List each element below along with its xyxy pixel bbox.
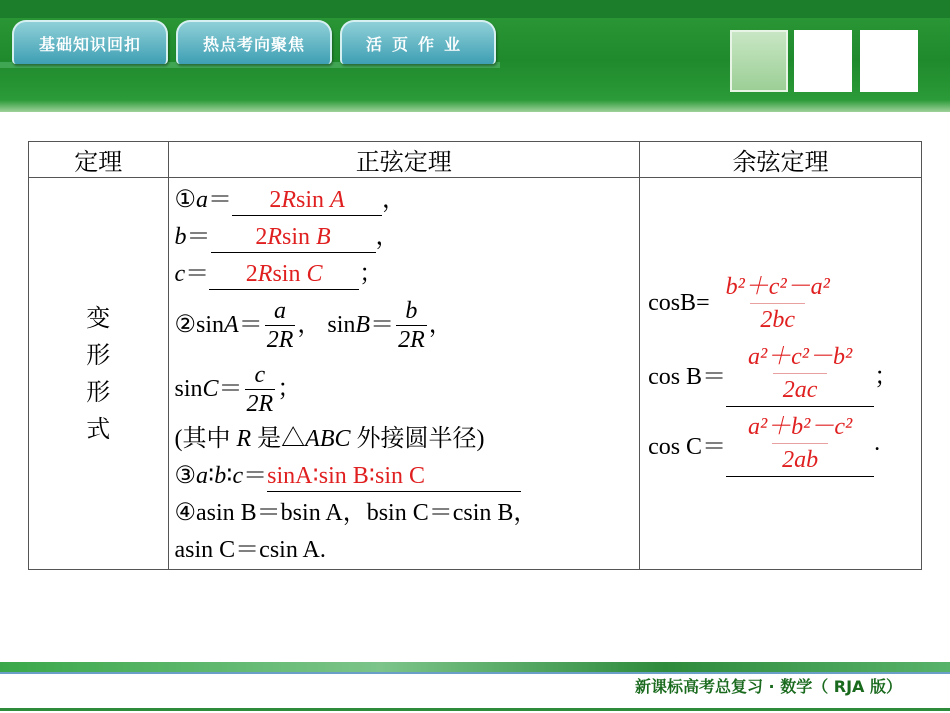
cosine-row-1 (648, 269, 917, 339)
answer-part: 2 (245, 261, 258, 287)
var: A (224, 311, 239, 338)
header-top-strip (0, 0, 950, 18)
answer-part: R (267, 224, 282, 250)
denominator: 2R (398, 326, 425, 353)
sine-law-cell (168, 178, 640, 570)
equals: ＝ (186, 224, 211, 250)
answer-blank (726, 411, 874, 477)
fraction-a-over-2R (265, 297, 296, 354)
footer-band (0, 662, 950, 672)
cosine-row-2 (648, 339, 917, 409)
tab-homework[interactable]: 活页作业 (340, 20, 496, 64)
circled-number: ① (174, 187, 197, 213)
fraction-b-over-2R (396, 297, 427, 354)
cos-label: cos B＝ (648, 364, 727, 390)
table-header-row (29, 142, 922, 178)
numerator: b²＋c²－a² (725, 274, 830, 300)
var: R (236, 426, 252, 452)
punct: . (874, 430, 881, 456)
header-cosine-law: 余弦定理 (640, 142, 922, 178)
table-row-variant-forms (29, 178, 922, 570)
row-label-char: 变 (86, 303, 111, 332)
sine-line-9: asin C＝csin A. (174, 537, 326, 563)
sine-line-2 (175, 219, 636, 256)
answer-part: R (281, 187, 296, 213)
text: 是△ (251, 426, 306, 452)
punct: ； (359, 261, 384, 287)
answer-part: R (257, 261, 273, 287)
sine-line-1 (175, 182, 636, 219)
sine-line-7 (175, 458, 636, 495)
denominator: 2R (246, 390, 274, 417)
var: c (174, 261, 186, 287)
blank-line (726, 406, 874, 407)
circled-number: ③ (174, 463, 197, 489)
blank-line (726, 476, 874, 477)
cos-label: cosB= (648, 290, 710, 316)
text: ②sin (174, 311, 225, 338)
var: b (214, 463, 227, 489)
equals: ＝ (238, 311, 263, 338)
answer-part: B (316, 224, 331, 250)
row-label-char: 形 (86, 340, 111, 369)
var: ABC (305, 426, 351, 452)
equals: ＝ (218, 375, 243, 402)
sine-line-6 (175, 421, 636, 458)
fraction-c-over-2R (245, 361, 276, 418)
var: c (232, 463, 244, 489)
ratio-sep: ∶ (208, 463, 215, 489)
tab-basic-knowledge[interactable]: 基础知识回扣 (12, 20, 168, 64)
cosine-row-3 (648, 409, 917, 479)
text: sin (174, 375, 203, 402)
header-sine-law: 正弦定理 (168, 142, 640, 178)
denominator: 2ac (773, 373, 828, 406)
header-theorem: 定理 (29, 142, 169, 178)
ratio-sep: ∶ (226, 463, 233, 489)
equals: ＝ (243, 463, 268, 489)
answer-blank: sinA∶sin B∶sin C (267, 461, 521, 492)
var: C (202, 375, 219, 402)
decor-square-white (860, 30, 918, 92)
answer-part: sin (296, 187, 331, 213)
numerator: a (274, 297, 287, 324)
denominator: 2bc (750, 303, 805, 336)
row-label (29, 178, 169, 570)
row-label-char: 式 (86, 414, 111, 443)
footer-bottom-line (0, 708, 950, 711)
numerator: c (254, 361, 266, 388)
sine-line-4 (175, 293, 636, 357)
tab-hot-topics[interactable]: 热点考向聚焦 (176, 20, 332, 64)
numerator: a²＋b²－c² (747, 413, 853, 440)
punct: ； (277, 375, 302, 402)
answer-part: sin (281, 224, 316, 250)
cosine-fraction (744, 341, 856, 406)
cosine-fraction (744, 411, 856, 476)
header-banner (0, 0, 950, 112)
sine-line-5 (175, 357, 636, 421)
row-label-char: 形 (86, 377, 111, 406)
footer-title: 新课标高考总复习 · 数学（ RJA 版） (634, 677, 902, 696)
cos-label: cos C＝ (648, 434, 727, 460)
var: b (174, 224, 187, 250)
decor-square-green (730, 30, 788, 92)
cosine-fraction (722, 271, 834, 336)
punct: ， (382, 187, 407, 213)
equals: ＝ (185, 261, 210, 287)
var: a (196, 463, 209, 489)
answer-blank (232, 185, 382, 216)
answer-blank (726, 341, 874, 407)
answer-blank (211, 222, 376, 253)
answer-part: sin (272, 261, 307, 287)
equals: ＝ (208, 187, 233, 213)
answer-part: A (330, 187, 345, 213)
numerator: b (405, 297, 418, 324)
var: B (355, 311, 371, 338)
answer-part: 2 (255, 224, 268, 250)
sine-line-8: ④asin B＝bsin A，bsin C＝csin B， (174, 500, 538, 526)
punct: ， (428, 311, 453, 338)
numerator: a²＋c²－b² (747, 343, 853, 370)
decor-square-white (794, 30, 852, 92)
sine-line-3 (175, 256, 636, 293)
cosine-law-cell (640, 178, 922, 570)
answer-blank (209, 259, 359, 290)
answer-part: 2 (269, 187, 282, 213)
equals: ＝ (370, 311, 395, 338)
answer-part: C (306, 261, 323, 287)
text: ， sin (297, 311, 356, 338)
text: (其中 (174, 426, 237, 452)
var: a (196, 187, 209, 213)
denominator: 2R (266, 326, 294, 353)
punct: ； (874, 364, 899, 390)
theorem-table (28, 141, 922, 570)
punct: ， (375, 224, 400, 250)
text: 外接圆半径) (350, 426, 485, 452)
denominator: 2ab (772, 443, 828, 476)
